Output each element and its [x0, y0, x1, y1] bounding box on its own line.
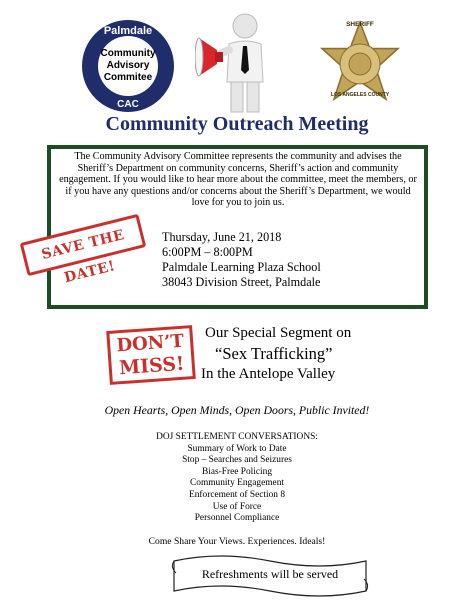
dont-miss-stamp [106, 325, 196, 385]
badge-top-text: SHERIFF [346, 21, 374, 28]
page-title: Community Outreach Meeting [105, 113, 369, 135]
event-address: 38043 Division Street, Palmdale [162, 275, 321, 289]
segment-line1: Our Special Segment on [205, 325, 352, 341]
info-paragraph: The Community Advisory Committee represents the community and advises the Sheriff’s Department on community concerns, Sheriff’s action and community engagement. If you would like to hear more about the committee, meet the members, or if you have any questions and/or concerns about the Sheriff’s Department, we would love for you to join us. [59, 151, 417, 209]
doj-topics-list [0, 432, 474, 525]
invite-tagline: Open Hearts, Open Minds, Open Doors, Public Invited! [104, 403, 370, 417]
list-item: Enforcement of Section 8 [188, 489, 286, 500]
list-item: Use of Force [212, 501, 262, 512]
refreshments-text: Refreshments will be served [201, 567, 339, 581]
cac-logo [80, 18, 176, 114]
logo-bottom-text: CAC [117, 99, 139, 110]
logo-line2: Advisory [106, 60, 150, 71]
share-views-text: Come Share Your Views. Experiences. Ideals! [148, 536, 326, 547]
logo-line3: Commitee [103, 72, 153, 83]
event-time: 6:00PM – 8:00PM [162, 245, 253, 259]
list-item: Community Engagement [190, 478, 284, 489]
dont-miss-line1: DON’T [115, 330, 185, 357]
event-place: Palmdale Learning Plaza School [162, 260, 321, 274]
segment-line3: In the Antelope Valley [201, 366, 336, 382]
badge-band-text: LOS ANGELES COUNTY [330, 92, 390, 98]
logo-top-text: Palmdale [103, 25, 153, 37]
list-item: Bias-Free Policing [201, 466, 273, 477]
doj-heading: DOJ SETTLEMENT CONVERSATIONS: [156, 432, 318, 442]
list-item: Summary of Work to Date [187, 443, 287, 454]
logo-line1: Community [100, 48, 156, 59]
megaphone-man-icon [195, 10, 281, 115]
event-date: Thursday, June 21, 2018 [162, 230, 282, 244]
segment-line2: “Sex Trafficking” [215, 344, 333, 363]
list-item: Stop – Searches and Seizures [182, 455, 292, 466]
save-the-date-stamp: SAVE THE DATE! [20, 214, 147, 277]
dont-miss-line2: MISS! [118, 352, 186, 380]
list-item: Personnel Compliance [194, 513, 280, 524]
sheriff-badge-icon [316, 12, 404, 112]
